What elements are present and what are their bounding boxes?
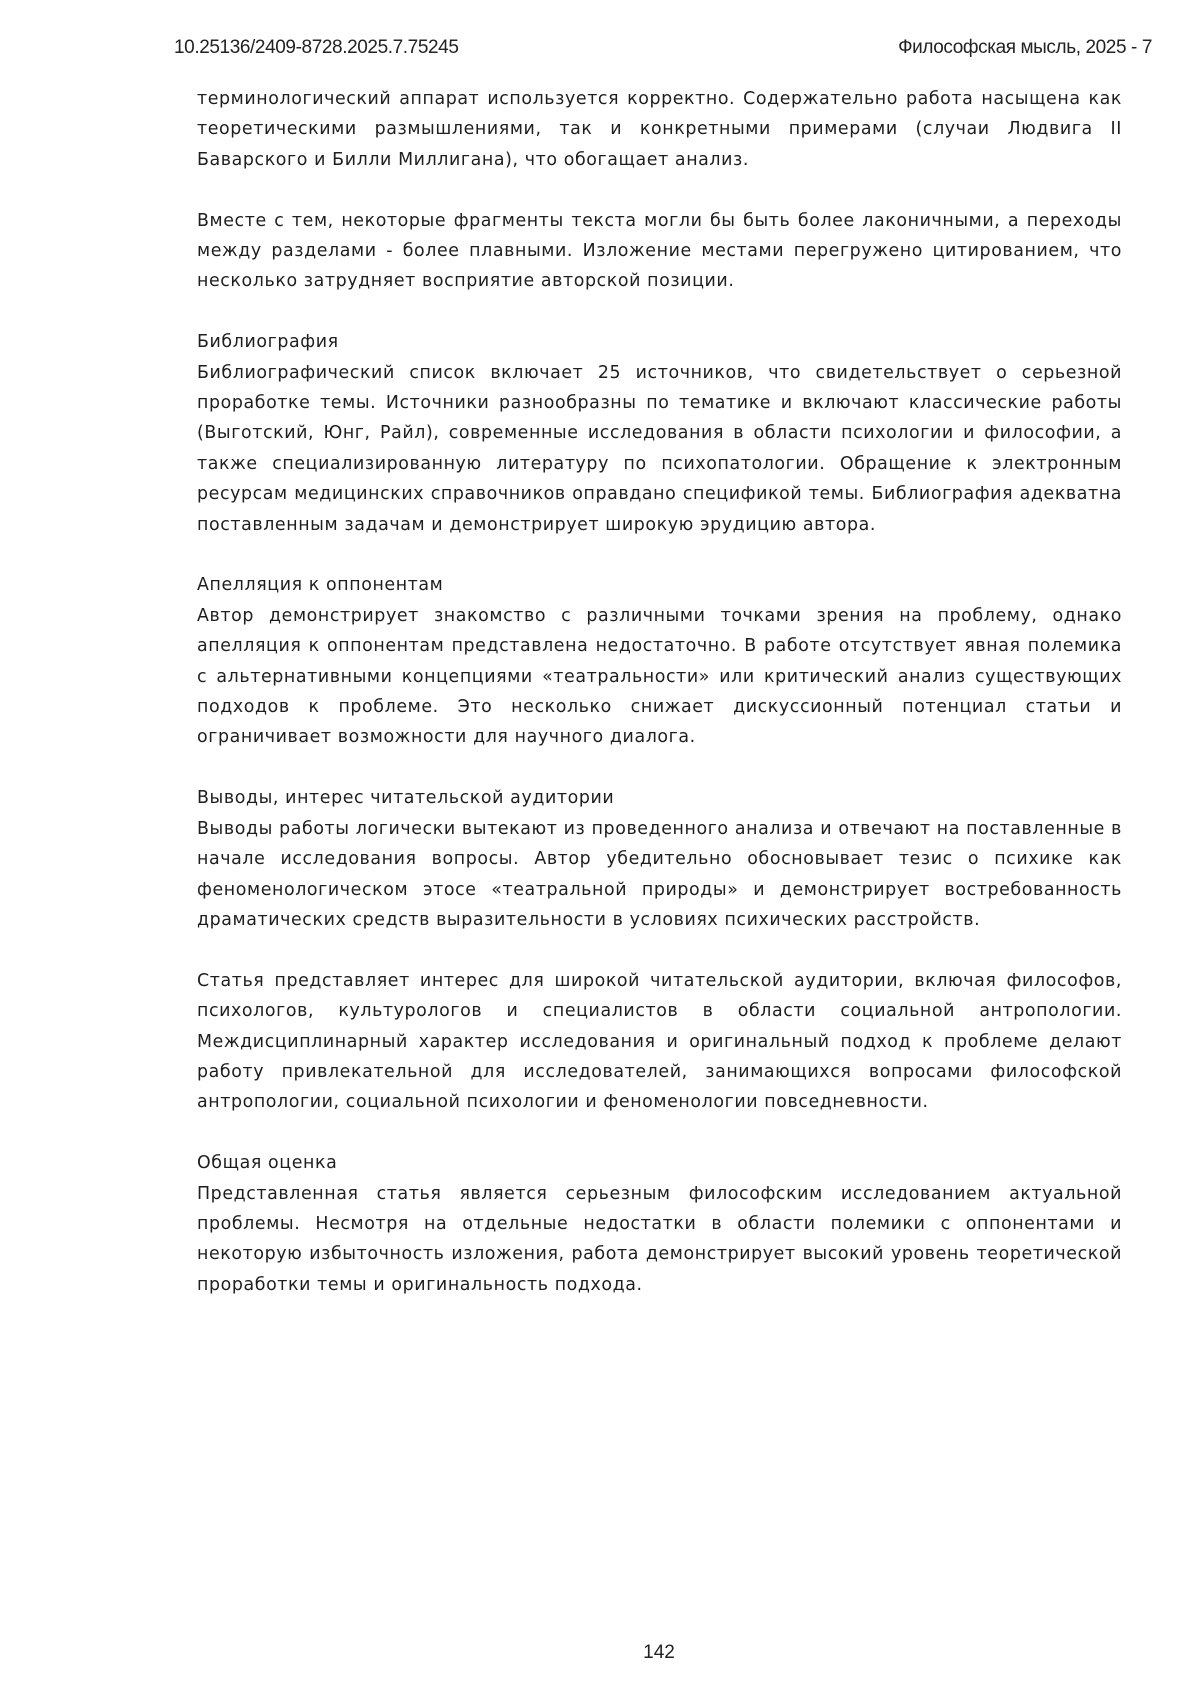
- overall-text: Представленная статья является серьезным философским исследованием актуальной проблемы. Несмотря на отдельные недостатки в области полемики с оппонентами и некоторую избыточность изложения, работа демонстрирует высокий уровень теоретической проработки темы и оригинальность подхода.: [197, 1183, 1122, 1295]
- bibliography-heading: Библиография: [197, 332, 339, 353]
- overall-section: [197, 1148, 1122, 1300]
- intro-paragraph: терминологический аппарат используется корректно. Содержательно работа насыщена как теоретическими размышлениями, так и конкретными примерами (случаи Людвига II Баварского и Билли Миллигана), что обогащает анализ.: [197, 89, 1122, 170]
- audience-paragraph: Статья представляет интерес для широкой читательской аудитории, включая философов, психологов, культурологов и специалистов в области социальной антропологии. Междисциплинарный характер исследования и оригинальный подход к проблеме делают работу привлекательной для исследователей, занимающихся вопросами философской антропологии, социальной психологии и феноменологии повседневности.: [197, 970, 1122, 1113]
- doi-label: 10.25136/2409-8728.2025.7.75245: [174, 37, 459, 58]
- conclusions-heading: Выводы, интерес читательской аудитории: [197, 788, 615, 809]
- page-number: 142: [643, 1642, 675, 1663]
- opponents-text: Автор демонстрирует знакомство с различными точками зрения на проблему, однако апелляция к оппонентам представлена недостаточно. В работе отсутствует явная полемика с альтернативными концепциями «театральности» или критический анализ существующих подходов к проблеме. Это несколько снижает дискуссионный потенциал статьи и ограничивает возможности для научного диалога.: [197, 605, 1122, 748]
- conclusions-section: [197, 783, 1122, 935]
- journal-label: Философская мысль, 2025 - 7: [898, 37, 1152, 58]
- running-header: [174, 36, 1152, 60]
- conclusions-text: Выводы работы логически вытекают из проведенного анализа и отвечают на поставленные в начале исследования вопросы. Автор убедительно обосновывает тезис о психике как феноменологическом этосе «театральной природы» и демонстрирует востребованность драматических средств выразительности в условиях психических расстройств.: [197, 818, 1122, 930]
- bibliography-text: Библиографический список включает 25 источников, что свидетельствует о серьезной проработке темы. Источники разнообразны по тематике и включают классические работы (Выготский, Юнг, Райл), современные исследования в области психологии и философии, а также специализированную литературу по психопатологии. Обращение к электронным ресурсам медицинских справочников оправдано спецификой темы. Библиография адекватна поставленным задачам и демонстрирует широкую эрудицию автора.: [197, 362, 1122, 535]
- bibliography-section: [197, 327, 1122, 540]
- review-body: [197, 84, 1122, 1331]
- opponents-section: [197, 570, 1122, 752]
- opponents-heading: Апелляция к оппонентам: [197, 575, 444, 596]
- remarks-paragraph: Вместе с тем, некоторые фрагменты текста могли бы быть более лаконичными, а переходы между разделами - более плавными. Изложение местами перегружено цитированием, что несколько затрудняет восприятие авторской позиции.: [197, 210, 1122, 292]
- overall-heading: Общая оценка: [197, 1153, 338, 1174]
